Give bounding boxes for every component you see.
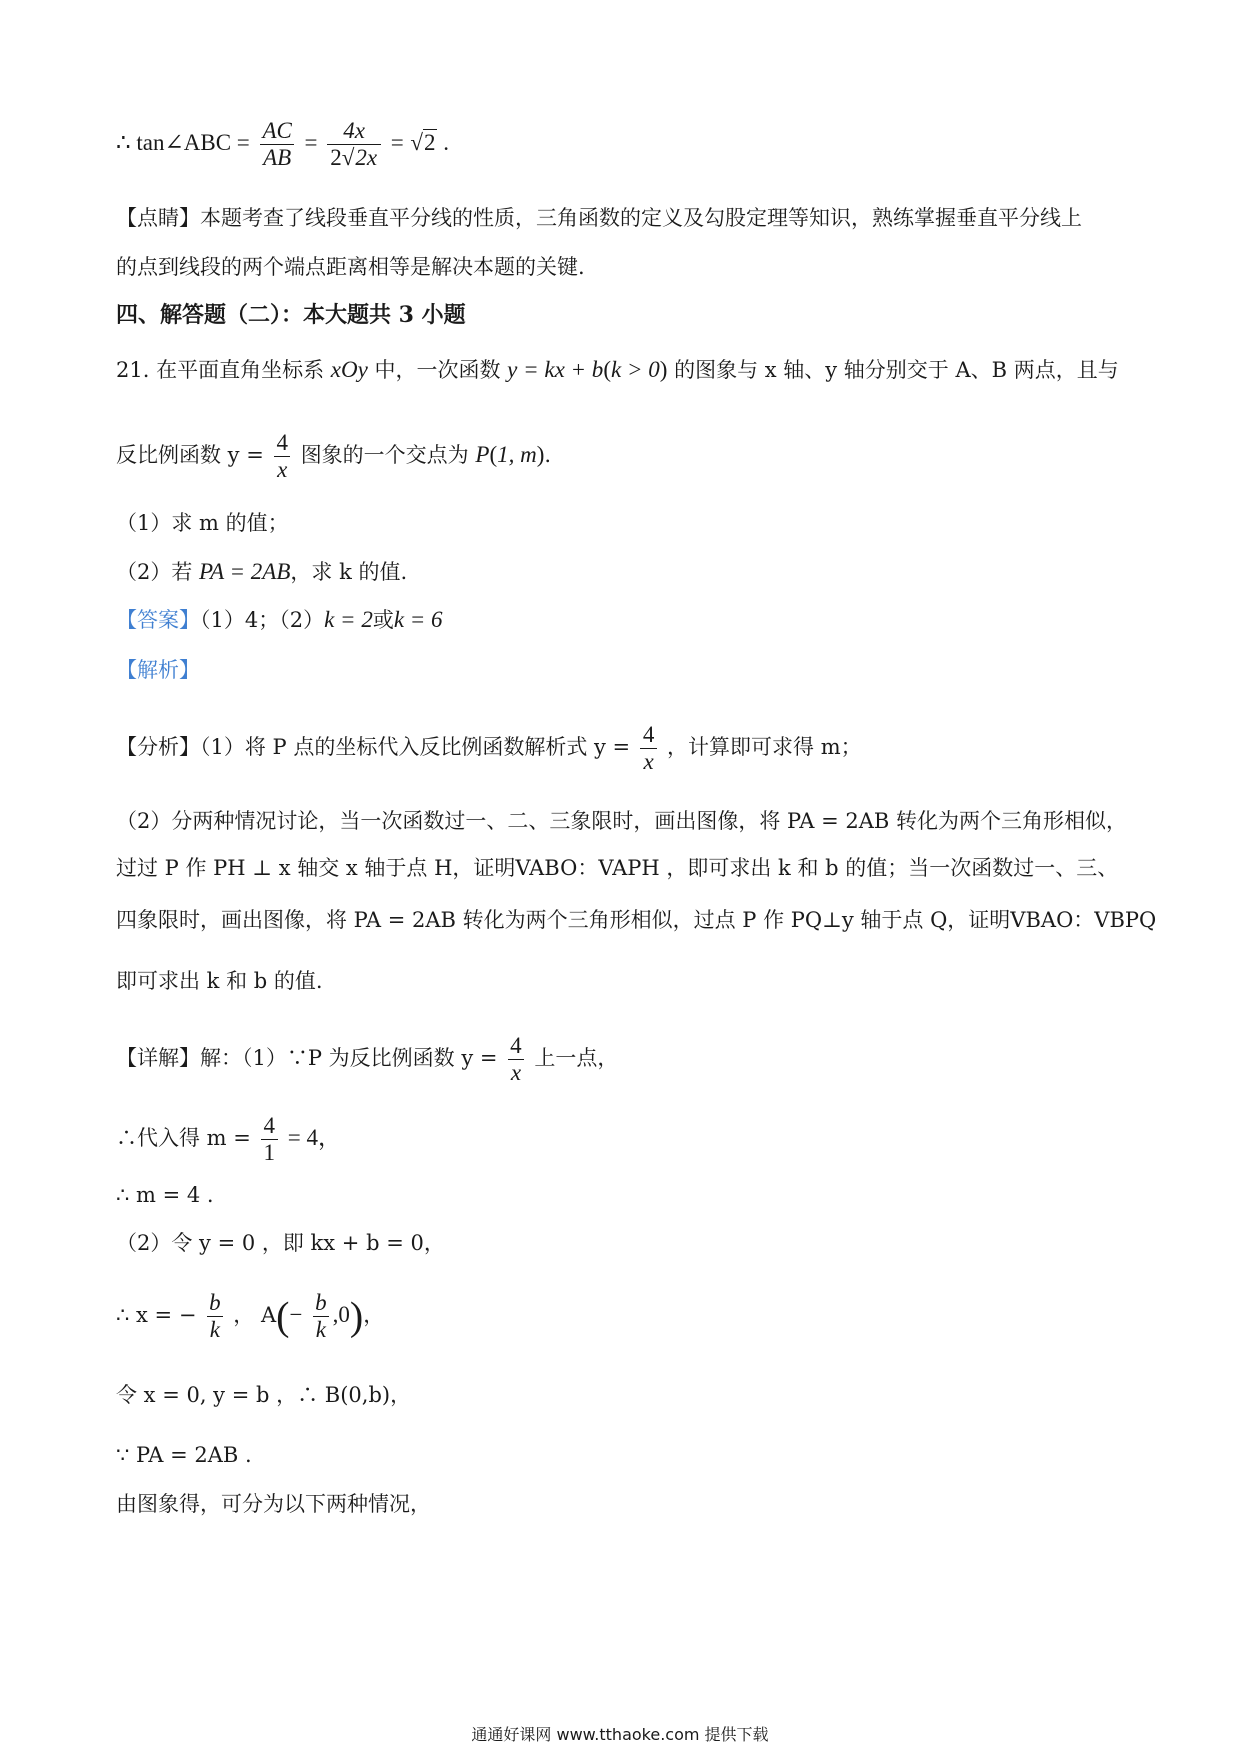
xiangjie-line-2: ∴代入得 m = $\frac{4}{1}$ = 4，: [116, 1113, 341, 1165]
answer-tag: 【答案】: [116, 608, 200, 632]
fraction-4x: $\frac{4x}{2√2x}$: [327, 118, 381, 171]
fenxi-line-2: （2）分两种情况讨论，当一次函数过一、二、三象限时，画出图像，将 PA = 2AB 转化为两个三角形相似，: [116, 809, 1127, 833]
xiangjie-line-3: ∴ m = 4 .: [116, 1183, 214, 1207]
q21-line-1: 21. 在平面直角坐标系 xOy 中，一次函数 y = kx + b(k > 0) 的图象与 x 轴、y 轴分别交于 A、B 两点，且与: [116, 357, 1119, 382]
fraction-b-over-k-2: $\frac{b}{k}$: [312, 1290, 330, 1343]
fenxi-line-3: 过过 P 作 PH ⊥ x 轴交 x 轴于点 H，证明VABO：VAPH ，即可求出 k 和 b 的值；当一次函数过一、三、: [116, 856, 1119, 880]
fraction-4-over-1: $\frac{4}{1}$: [261, 1113, 279, 1166]
footer-source: 通通好课网 www.tthaoke.com 提供下载: [471, 1725, 769, 1744]
q21-sub-2: （2）若 PA = 2AB，求 k 的值.: [116, 559, 408, 584]
xiangjie-line-6: 令 x = 0, y = b ，∴ B(0,b)，: [116, 1383, 412, 1407]
q21-line-2: 反比例函数 y = $\frac{4}{x}$ 图象的一个交点为 P(1, m).: [116, 430, 552, 482]
jiexi-tag: 【解析】: [116, 658, 200, 682]
fenxi-line-5: 即可求出 k 和 b 的值.: [116, 969, 323, 993]
xiangjie-line-4: （2）令 y = 0 ，即 kx + b = 0，: [116, 1231, 445, 1255]
xiangjie-line-7: ∵ PA = 2AB .: [116, 1443, 252, 1467]
q21-sub-1: （1）求 m 的值；: [116, 511, 289, 535]
fraction-ac-ab: $\frac{AC}{AB}$: [259, 118, 294, 171]
dianjing-line-1: 【点睛】本题考查了线段垂直平分线的性质，三角函数的定义及勾股定理等知识，熟练掌握垂直平分线上: [116, 206, 1082, 230]
fenxi-line-1: 【分析】（1）将 P 点的坐标代入反比例函数解析式 y = $\frac{4}{x}$ ，计算即可求得 m；: [116, 722, 862, 774]
fraction-b-over-k: $\frac{b}{k}$: [206, 1290, 224, 1343]
sqrt-2: 2: [424, 130, 436, 155]
fraction-xiangjie-1: $\frac{4}{x}$: [507, 1033, 525, 1086]
fenxi-line-4: 四象限时，画出图像，将 PA = 2AB 转化为两个三角形相似，过点 P 作 PQ⊥y 轴于点 Q，证明VBAO：VBPQ: [116, 908, 1157, 932]
xiangjie-line-1: 【详解】解：（1）∵P 为反比例函数 y = $\frac{4}{x}$ 上一点，: [116, 1033, 619, 1085]
fraction-fenxi: $\frac{4}{x}$: [640, 722, 658, 775]
dianjing-line-2: 的点到线段的两个端点距离相等是解决本题的关键.: [116, 255, 585, 279]
xiangjie-line-5: ∴ x = − $\frac{b}{k}$ ， A(− $\frac{b}{k}$ ,0)，: [116, 1290, 385, 1342]
tan-equation: ∴ tan∠ABC = $\frac{AC}{AB}$ = $\frac{4x}{2√2x}$ = √2 .: [116, 118, 449, 170]
answer-line: 【答案】（1）4；（2）k = 2或k = 6: [116, 607, 443, 632]
xiangjie-line-8: 由图象得，可分为以下两种情况，: [116, 1492, 431, 1516]
fraction-4-over-x: $\frac{4}{x}$: [274, 430, 292, 483]
section-heading: 四、解答题（二）：本大题共 3 小题: [116, 302, 466, 328]
